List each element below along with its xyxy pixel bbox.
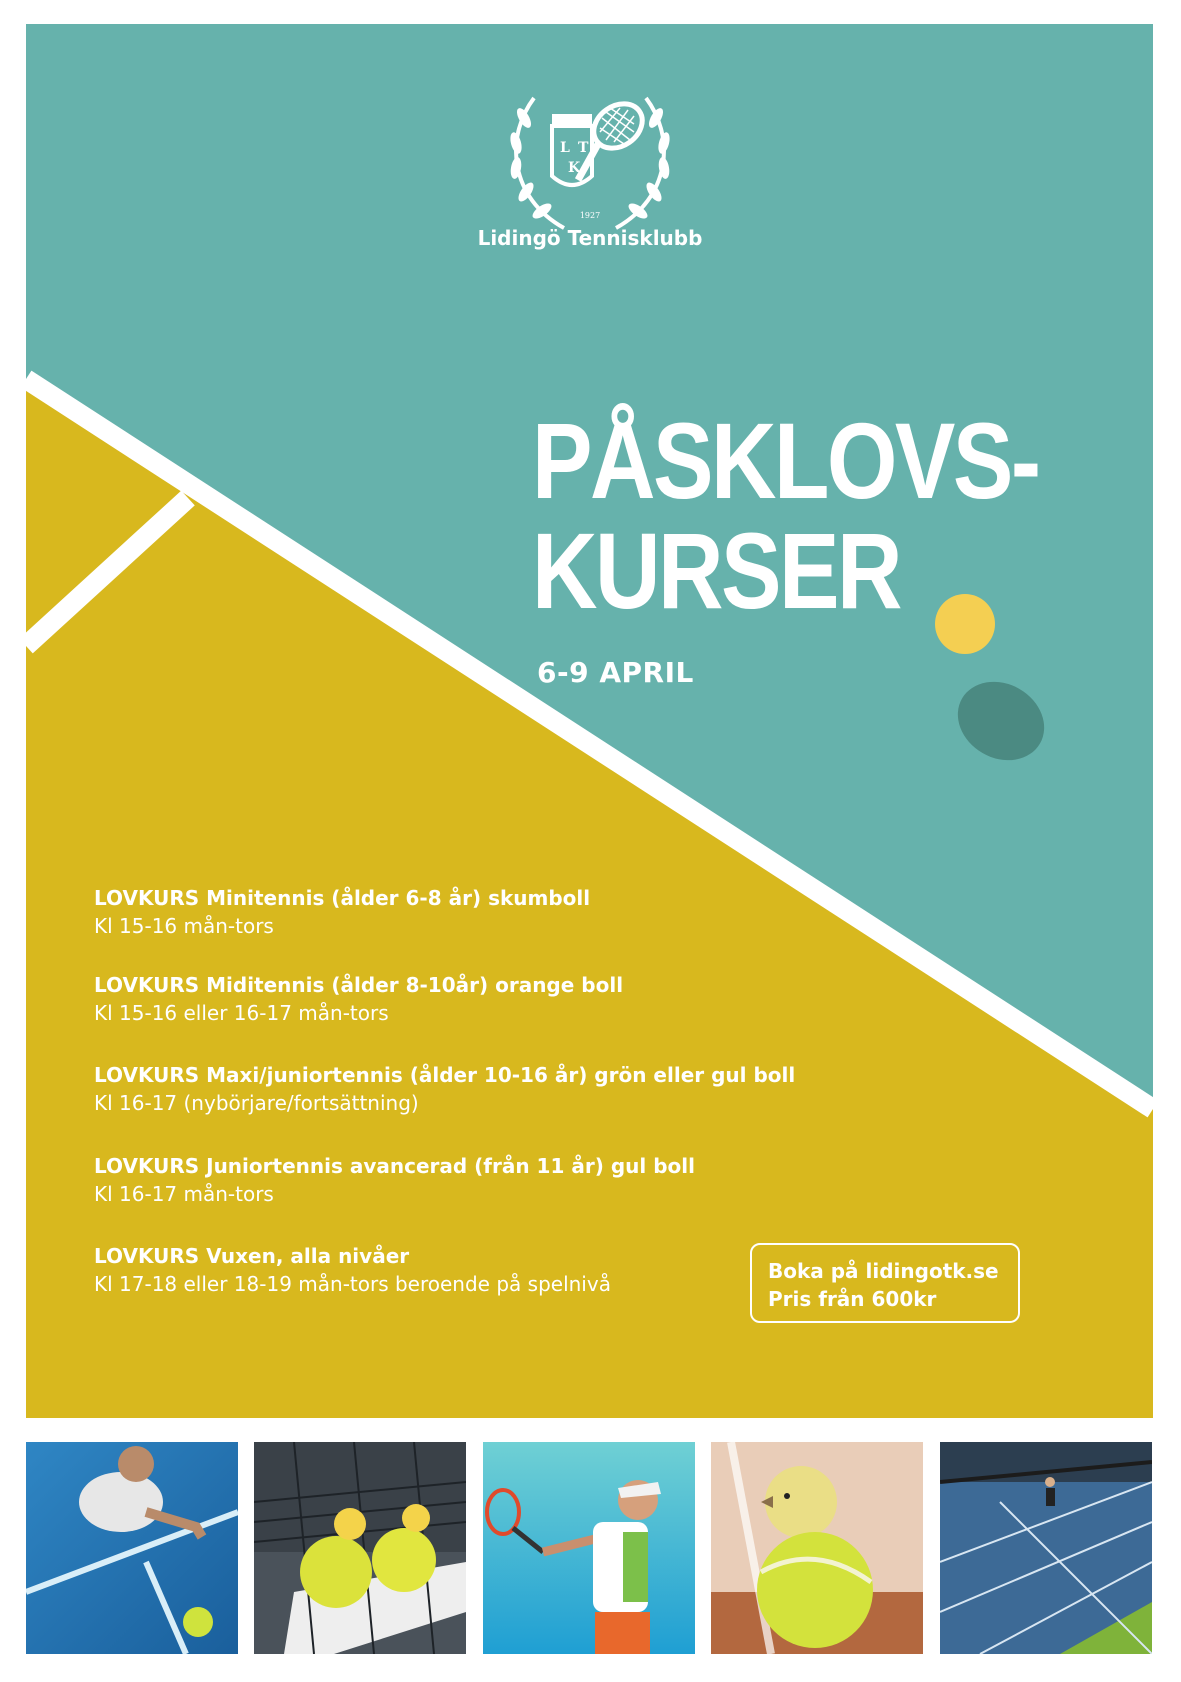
photo-5 xyxy=(940,1442,1152,1654)
club-name: Lidingö Tennisklubb xyxy=(477,226,703,250)
course-title: LOVKURS Miditennis (ålder 8-10år) orange boll xyxy=(94,973,624,997)
tennis-ball-graphic xyxy=(935,594,995,654)
course-item xyxy=(94,1061,795,1117)
course-item xyxy=(94,1242,611,1298)
ltk-logo xyxy=(494,68,686,250)
indoor-court-player-photo xyxy=(940,1442,1152,1654)
logo-letter-t: T xyxy=(578,140,589,156)
headline-line-1: PÅSKLOVS- xyxy=(532,400,1039,521)
course-title: LOVKURS Minitennis (ålder 6-8 år) skumboll xyxy=(94,886,591,910)
chicks-on-tennis-balls-photo xyxy=(254,1442,466,1654)
course-time: Kl 17-18 eller 18-19 mån-tors beroende på spelnivå xyxy=(94,1272,611,1296)
course-item xyxy=(94,971,623,1027)
photo-3 xyxy=(483,1442,695,1654)
logo-year: 1927 xyxy=(579,211,601,220)
photo-strip xyxy=(26,1442,1153,1656)
price-text: Pris från 600kr xyxy=(768,1287,937,1311)
course-item xyxy=(94,884,590,940)
booking-box[interactable] xyxy=(750,1243,1020,1323)
course-item xyxy=(94,1152,695,1208)
headline xyxy=(532,400,1039,631)
logo-letter-l: L xyxy=(560,140,570,156)
course-title: LOVKURS Maxi/juniortennis (ålder 10-16 år) grön eller gul boll xyxy=(94,1063,796,1087)
course-dates: 6-9 APRIL xyxy=(537,656,694,689)
course-title: LOVKURS Vuxen, alla nivåer xyxy=(94,1244,410,1268)
course-time: Kl 15-16 mån-tors xyxy=(94,914,274,938)
course-title: LOVKURS Juniortennis avancerad (från 11 år) gul boll xyxy=(94,1154,695,1178)
course-time: Kl 16-17 (nybörjare/fortsättning) xyxy=(94,1091,419,1115)
logo-letter-k: K xyxy=(568,160,581,176)
photo-4 xyxy=(711,1442,923,1654)
chick-tennis-ball-clay-photo xyxy=(711,1442,923,1654)
course-time: Kl 16-17 mån-tors xyxy=(94,1182,274,1206)
course-time: Kl 15-16 eller 16-17 mån-tors xyxy=(94,1001,389,1025)
headline-line-2: KURSER xyxy=(532,510,900,631)
booking-link-text[interactable]: Boka på lidingotk.se xyxy=(768,1259,999,1283)
player-serving-photo xyxy=(26,1442,238,1654)
photo-2 xyxy=(254,1442,466,1654)
photo-1 xyxy=(26,1442,238,1654)
poster xyxy=(26,24,1153,1418)
junior-player-forehand-photo xyxy=(483,1442,695,1654)
